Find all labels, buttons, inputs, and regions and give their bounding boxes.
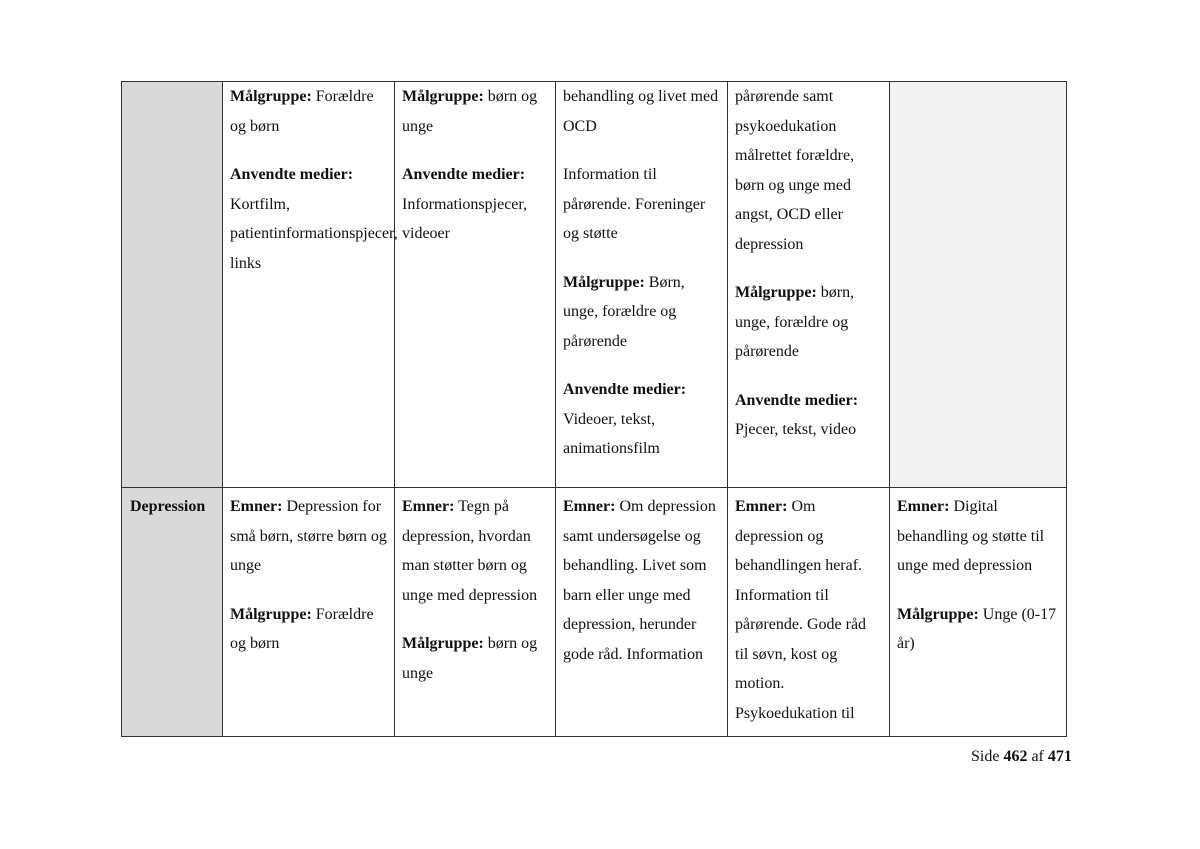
cell-paragraph xyxy=(563,82,720,141)
field-label: Målgruppe: xyxy=(230,88,312,105)
field-value: Unge (0-17 år) xyxy=(897,605,1057,652)
table-cell xyxy=(395,82,556,488)
cell-paragraph xyxy=(897,600,1059,659)
table-row xyxy=(122,488,1067,737)
cell-paragraph xyxy=(735,492,882,728)
field-value: Om depression og behandlingen heraf. Information til pårørende. Gode råd til søvn, kost og motion. Psykoedukation til xyxy=(735,498,867,722)
cell-paragraph xyxy=(897,492,1059,581)
field-label: Emner: xyxy=(897,498,950,515)
cell-paragraph xyxy=(230,160,398,278)
cell-paragraph xyxy=(230,600,387,659)
field-label: Anvendte medier: xyxy=(735,391,859,409)
field-value: Kortfilm, patientinformationspjecer, links xyxy=(230,195,398,272)
table-cell-empty xyxy=(890,82,1067,488)
field-value: børn og unge xyxy=(402,88,538,135)
page-number xyxy=(971,748,1072,766)
field-label: Målgruppe: xyxy=(735,284,817,301)
field-value: børn, unge, forældre og pårørende xyxy=(735,284,855,360)
field-label: Anvendte medier: xyxy=(563,381,687,398)
cell-paragraph xyxy=(563,492,720,669)
field-value: Pjecer, tekst, video xyxy=(735,421,857,438)
field-label: Anvendte medier: xyxy=(230,166,354,183)
cell-paragraph xyxy=(230,492,387,581)
field-value: Forældre og børn xyxy=(230,605,374,652)
field-value: børn og unge xyxy=(402,635,538,682)
field-value: pårørende samt psykoedukation målrettet forældre, børn og unge med angst, OCD eller depression xyxy=(735,88,855,253)
field-label: Målgruppe: xyxy=(897,605,979,623)
page-number-prefix: Side xyxy=(971,748,1004,765)
comparison-table xyxy=(121,81,1067,737)
cell-paragraph xyxy=(402,160,548,249)
table-cell xyxy=(890,488,1067,737)
field-label: Emner: xyxy=(230,498,283,515)
field-label: Målgruppe: xyxy=(402,88,484,105)
field-value: Forældre og børn xyxy=(230,88,374,135)
table-cell xyxy=(223,488,395,737)
cell-paragraph xyxy=(402,492,548,610)
field-value: Om depression samt undersøgelse og behandling. Livet som barn eller unge med depression, herunder gode råd. Information xyxy=(563,498,716,663)
cell-paragraph xyxy=(402,82,548,141)
field-value: Børn, unge, forældre og pårørende xyxy=(563,273,685,350)
table-cell xyxy=(395,488,556,737)
field-label: Anvendte medier: xyxy=(402,166,526,183)
table-row xyxy=(122,82,1067,488)
cell-paragraph xyxy=(563,268,720,357)
field-value: Tegn på depression, hvordan man støtter børn og unge med depression xyxy=(402,498,538,604)
cell-paragraph xyxy=(735,82,882,259)
field-label: Målgruppe: xyxy=(230,605,312,623)
field-value: behandling og livet med OCD xyxy=(563,88,719,135)
cell-paragraph xyxy=(735,386,882,445)
field-label: Emner: xyxy=(402,498,455,515)
row-label-cell: Depression xyxy=(122,488,223,737)
table-cell xyxy=(728,82,890,488)
field-value: Information til pårørende. Foreninger og støtte xyxy=(563,166,706,242)
table-cell xyxy=(556,488,728,737)
table-cell xyxy=(556,82,728,488)
cell-paragraph xyxy=(230,82,387,141)
field-label: Emner: xyxy=(735,498,788,515)
current-page: 462 xyxy=(1003,748,1028,765)
field-label: Emner: xyxy=(563,498,616,515)
table-cell xyxy=(223,82,398,488)
field-value: Videoer, tekst, animationsfilm xyxy=(563,410,660,457)
table-cell xyxy=(728,488,890,737)
cell-paragraph xyxy=(402,629,548,688)
field-label: Målgruppe: xyxy=(563,273,645,291)
row-label-cell xyxy=(122,82,223,488)
field-label: Målgruppe: xyxy=(402,635,484,652)
field-value: Informationspjecer, videoer xyxy=(402,195,528,242)
cell-paragraph xyxy=(735,278,882,367)
cell-paragraph xyxy=(563,375,720,464)
page-number-separator: af xyxy=(1027,748,1048,765)
field-value: Digital behandling og støtte til unge med depression xyxy=(897,498,1045,574)
total-pages: 471 xyxy=(1047,748,1072,765)
cell-paragraph xyxy=(563,160,720,249)
field-value: Depression for små børn, større børn og unge xyxy=(230,498,387,574)
